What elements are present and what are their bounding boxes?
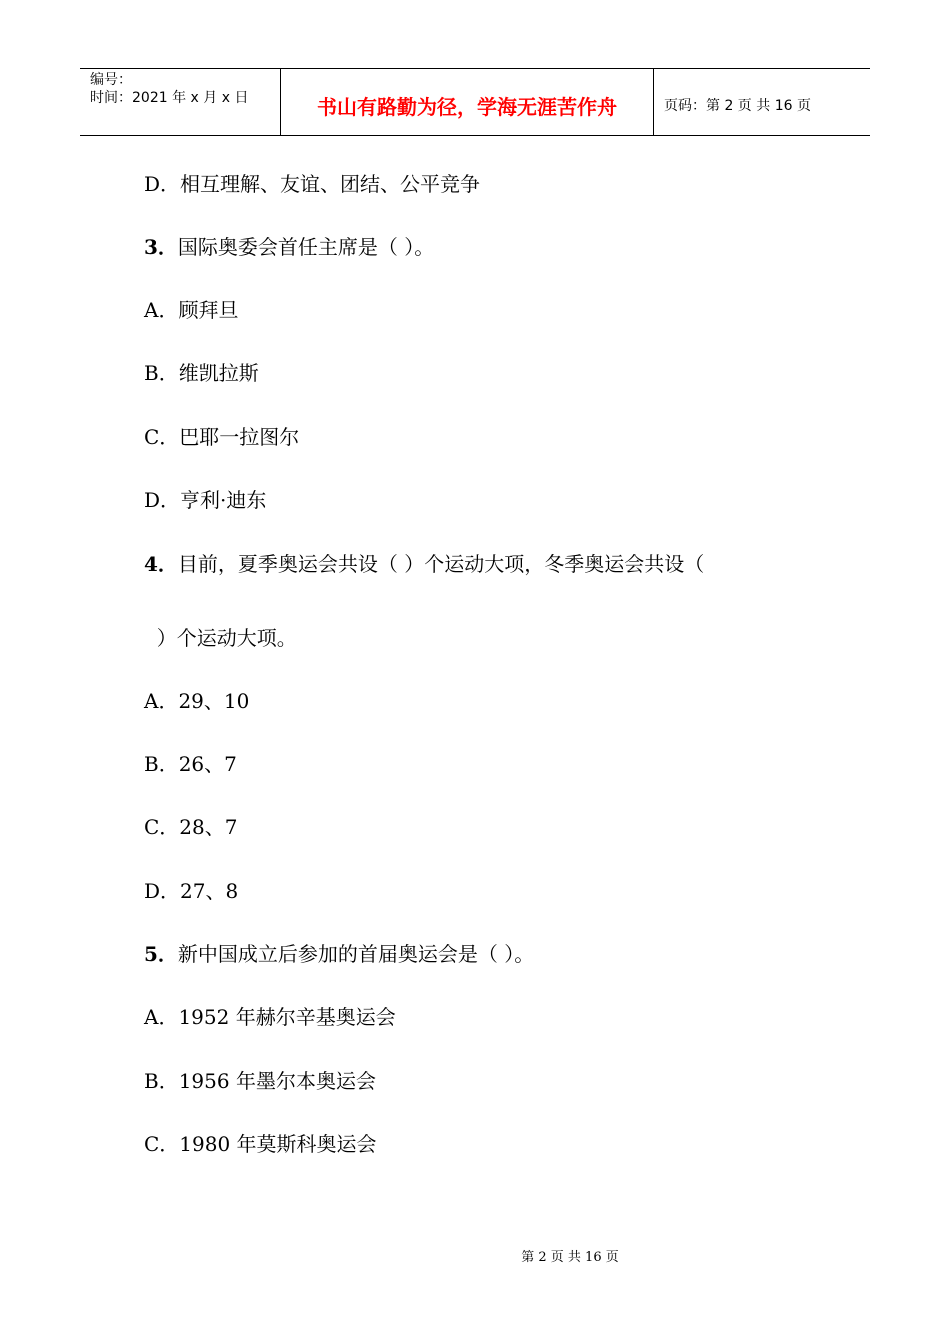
question-number: 5． bbox=[144, 942, 178, 966]
option-line: C．28、7 bbox=[144, 815, 238, 839]
header-motto: 书山有路勤为径，学海无涯苦作舟 bbox=[281, 69, 654, 135]
option-line: A．29、10 bbox=[144, 689, 250, 713]
question-line: 5．新中国成立后参加的首届奥运会是（ ）。 bbox=[144, 942, 535, 966]
option-line: C．1980 年莫斯科奥运会 bbox=[144, 1132, 377, 1156]
number-label: 编号： bbox=[90, 72, 132, 88]
header-page-info: 页码：第 2 页 共 16 页 bbox=[664, 98, 811, 114]
option-line: D．27、8 bbox=[144, 879, 239, 903]
option-line: B．1956 年墨尔本奥运会 bbox=[144, 1069, 376, 1093]
option-line: D．亨利·迪东 bbox=[144, 488, 267, 512]
option-line: A．顾拜旦 bbox=[144, 298, 239, 322]
page-header bbox=[80, 68, 870, 136]
page-footer: 第 2 页 共 16 页 bbox=[521, 1250, 619, 1265]
question-number: 3． bbox=[144, 235, 178, 259]
option-line: B．26、7 bbox=[144, 752, 237, 776]
option-line: C．巴耶一拉图尔 bbox=[144, 425, 300, 449]
question-number: 4． bbox=[144, 552, 178, 576]
question-line: 3．国际奥委会首任主席是（ ）。 bbox=[144, 235, 435, 259]
question-continuation: ）个运动大项。 bbox=[144, 626, 297, 650]
time-label: 时间：2021 年 x 月 x 日 bbox=[90, 90, 249, 106]
question-line: 4．目前，夏季奥运会共设（ ）个运动大项，冬季奥运会共设（ bbox=[144, 552, 705, 576]
option-line: D．相互理解、友谊、团结、公平竞争 bbox=[144, 172, 481, 196]
option-line: A．1952 年赫尔辛基奥运会 bbox=[144, 1005, 396, 1029]
header-meta bbox=[80, 69, 281, 135]
option-line: B．维凯拉斯 bbox=[144, 361, 259, 385]
